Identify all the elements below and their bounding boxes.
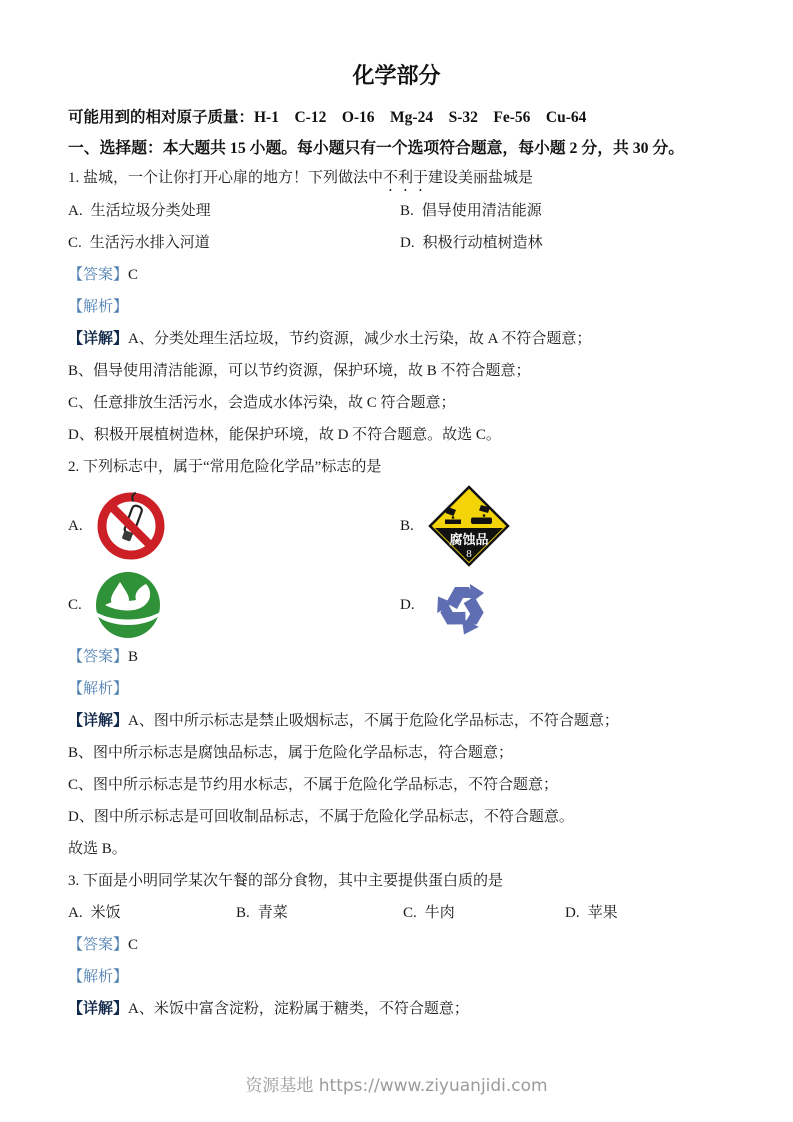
q1-option-b-text: 倡导使用清洁能源: [421, 203, 542, 219]
q2-detail-line-3: C、图中所示标志是节约用水标志，不属于危险化学品标志，不符合题意；: [68, 777, 559, 793]
q2-option-c-letter: C.: [68, 597, 82, 613]
q1-option-c: [68, 227, 400, 259]
q3-option-c-text: 牛肉: [424, 905, 455, 921]
q3-option-b: [236, 897, 403, 929]
q2-detail-line-4: D、图中所示标志是可回收制品标志，不属于危险化学品标志，不符合题意。: [68, 809, 574, 825]
q3-stem: 3. 下面是小明同学某次午餐的部分食物，其中主要提供蛋白质的是: [68, 873, 504, 889]
q1-analysis-line: [68, 291, 725, 323]
no-smoking-icon: [95, 490, 167, 562]
footer-site-link[interactable]: 资源基地 https://www.ziyuanjidi.com: [245, 1076, 548, 1096]
q2-option-b-letter: B.: [400, 518, 414, 534]
q2-option-d-letter: D.: [400, 597, 415, 613]
q2-analysis-line: [68, 673, 725, 705]
q1-detail-a: A、分类处理生活垃圾，节约资源，减少水土污染，故 A 不符合题意；: [128, 331, 592, 347]
q1-option-d-letter: D.: [400, 235, 415, 251]
page-title: 化学部分: [352, 63, 441, 88]
q2-answer-value: B: [128, 649, 139, 665]
q2-options-row-2: [68, 569, 725, 641]
q1-stem: [68, 162, 725, 195]
q2-option-a-letter: A.: [68, 518, 83, 534]
atomic-mass-line: 可能用到的相对原子质量：H-1 C-12 O-16 Mg-24 S-32 Fe-56 Cu-64: [68, 109, 587, 126]
q3-option-d-text: 苹果: [587, 905, 618, 921]
analysis-marker: 【解析】: [68, 681, 129, 697]
q2-options-row-1: [68, 483, 725, 569]
q1-detail-line-1: [68, 323, 725, 355]
footer: [0, 1071, 793, 1096]
answer-marker: 【答案】: [68, 649, 129, 665]
q3-option-c: [403, 897, 565, 929]
q1-detail-line-2: B、倡导使用清洁能源，可以节约资源，保护环境，故 B 不符合题意；: [68, 363, 531, 379]
recycle-icon: [427, 570, 497, 640]
q1-option-a-letter: A.: [68, 203, 83, 219]
q2-stem: 2. 下列标志中，属于“常用危险化学品”标志的是: [68, 459, 382, 475]
q2-detail-line-1: [68, 705, 725, 737]
q3-option-b-letter: B.: [236, 905, 250, 921]
q1-option-c-letter: C.: [68, 235, 82, 251]
q2-option-a: [68, 490, 400, 562]
q2-answer-line: [68, 641, 725, 673]
q2-detail-a: A、图中所示标志是禁止吸烟标志，不属于危险化学品标志，不符合题意；: [128, 713, 619, 729]
detail-marker: 【详解】: [68, 713, 129, 729]
q1-option-b-letter: B.: [400, 203, 414, 219]
q1-detail-line-3: C、任意排放生活污水，会造成水体污染，故 C 符合题意；: [68, 395, 456, 411]
q3-answer-line: [68, 929, 725, 961]
q1-stem-emphasized: 不利于: [383, 170, 429, 186]
q3-option-c-letter: C.: [403, 905, 417, 921]
corrosive-label: 腐蚀品: [449, 532, 489, 547]
q3-option-a-letter: A.: [68, 905, 83, 921]
corrosive-class-number: 8: [466, 548, 472, 560]
answer-marker: 【答案】: [68, 937, 129, 953]
q1-answer-value: C: [128, 267, 139, 283]
answer-marker: 【答案】: [68, 267, 129, 283]
q3-option-b-text: 青菜: [257, 905, 288, 921]
q3-answer-value: C: [128, 937, 139, 953]
q1-options-row-1: [68, 195, 725, 227]
q3-detail-a: A、米饭中富含淀粉，淀粉属于糖类，不符合题意；: [128, 1001, 469, 1017]
q1-option-b: [400, 195, 542, 227]
q1-option-d: [400, 227, 543, 259]
q1-option-a-text: 生活垃圾分类处理: [90, 203, 211, 219]
q2-option-c: [68, 571, 400, 639]
corrosive-hazard-icon: [426, 483, 512, 569]
q1-option-a: [68, 195, 400, 227]
q3-option-a-text: 米饭: [90, 905, 121, 921]
detail-marker: 【详解】: [68, 1001, 129, 1017]
q1-stem-pre: 1. 盐城，一个让你打开心扉的地方！下列做法中: [68, 170, 384, 186]
q1-option-c-text: 生活污水排入河道: [89, 235, 210, 251]
q2-detail-line-5: 故选 B。: [68, 841, 127, 857]
q1-options-row-2: [68, 227, 725, 259]
section-header: 一、选择题：本大题共 15 小题。每小题只有一个选项符合题意，每小题 2 分，共 30 分。: [68, 140, 685, 157]
water-saving-icon: [94, 571, 162, 639]
q2-detail-line-2: B、图中所示标志是腐蚀品标志，属于危险化学品标志，符合题意；: [68, 745, 514, 761]
q2-option-d: [400, 570, 497, 640]
q3-option-a: [68, 897, 236, 929]
analysis-marker: 【解析】: [68, 299, 129, 315]
q1-option-d-text: 积极行动植树造林: [422, 235, 543, 251]
q1-answer-line: [68, 259, 725, 291]
detail-marker: 【详解】: [68, 331, 129, 347]
q3-options-row: [68, 897, 725, 929]
q3-option-d: [565, 897, 618, 929]
q3-detail-line-1: [68, 993, 725, 1025]
q1-stem-post: 建设美丽盐城是: [428, 170, 534, 186]
q2-option-b: [400, 483, 512, 569]
analysis-marker: 【解析】: [68, 969, 129, 985]
q1-detail-line-4: D、积极开展植树造林，能保护环境，故 D 不符合题意。故选 C。: [68, 427, 501, 443]
q3-analysis-line: [68, 961, 725, 993]
q3-option-d-letter: D.: [565, 905, 580, 921]
